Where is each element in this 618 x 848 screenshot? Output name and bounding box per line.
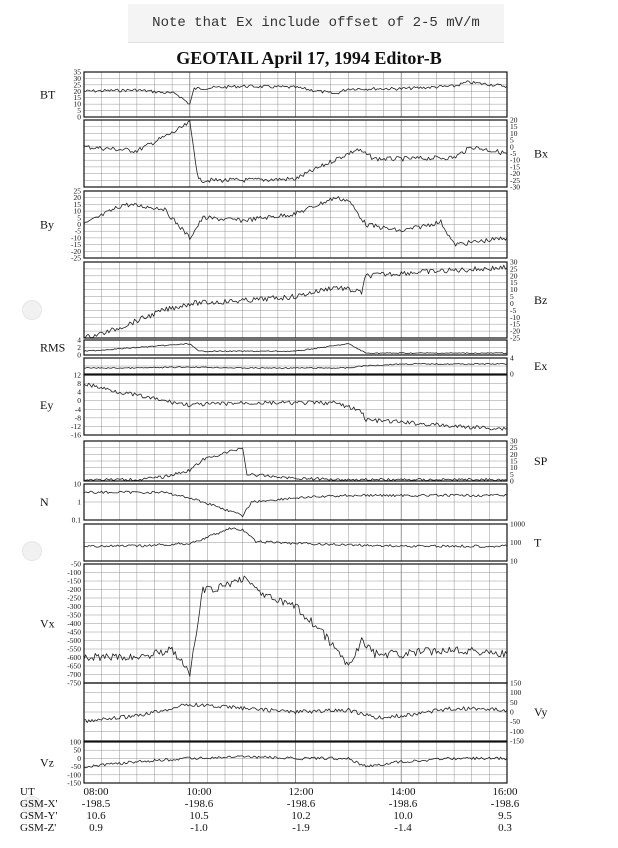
tick-label-vy: -50: [510, 717, 520, 727]
tick-label-by: -20: [71, 246, 81, 256]
tick-label-vx: -700: [67, 670, 81, 679]
tick-label-vz: 100: [69, 737, 81, 747]
tick-label-vz: -150: [67, 778, 81, 788]
tick-label-vx: -250: [67, 593, 81, 603]
tick-label-vz: -50: [71, 762, 81, 772]
tick-label-vx: -300: [67, 602, 81, 611]
panel-label-vx: Vx: [40, 616, 55, 631]
tick-label-ey: -16: [71, 430, 81, 440]
tick-label-bz: -10: [510, 312, 520, 322]
tick-label-bx: -5: [510, 149, 517, 158]
tick-label-bt: 10: [73, 99, 81, 109]
tick-label-n: 10: [73, 479, 81, 489]
footer-value: -1.4: [394, 822, 412, 834]
footer-value: -198.6: [388, 798, 418, 810]
panel-label-bz: Bz: [534, 293, 548, 307]
panel-label-sp: SP: [534, 454, 548, 468]
footer-value: 10.5: [189, 810, 209, 822]
footer-value: 08:00: [83, 786, 109, 798]
tick-label-vx: -600: [67, 653, 81, 662]
orbit-footer: [0, 786, 618, 846]
tick-label-sp: 10: [510, 463, 518, 473]
footer-label-gsm-y: GSM-Y': [20, 810, 58, 822]
footer-label-ut: UT: [20, 786, 35, 798]
tick-label-vz: -100: [67, 770, 81, 780]
tick-label-ey: 4: [77, 387, 81, 397]
tick-label-vx: -750: [67, 678, 81, 688]
tick-label-bx: 20: [510, 115, 518, 125]
panel-label-by: By: [40, 217, 55, 232]
offset-note: Note that Ex include offset of 2-5 mV/m: [128, 4, 504, 43]
footer-value: 0.9: [89, 822, 103, 834]
tick-label-bt: 20: [73, 86, 81, 96]
tick-label-bz: 5: [510, 292, 514, 302]
tick-label-bz: 0: [510, 298, 514, 308]
footer-value: 10.0: [393, 810, 413, 822]
tick-label-vz: 0: [77, 753, 81, 763]
tick-label-ey: -8: [74, 413, 81, 423]
footer-value: 0.3: [498, 822, 512, 834]
footer-label-gsm-x: GSM-X': [20, 798, 58, 810]
tick-label-bt: 35: [73, 67, 81, 77]
tick-label-vx: -50: [71, 559, 81, 569]
tick-label-bx: -15: [510, 162, 520, 172]
tick-label-rms: 2: [77, 343, 81, 352]
footer-value: -198.5: [81, 798, 111, 810]
tick-label-by: 20: [73, 193, 81, 203]
tick-label-bz: -25: [510, 333, 520, 343]
tick-label-ey: 8: [77, 379, 81, 389]
footer-row-gsm-y: [0, 810, 618, 822]
footer-row-ut: [0, 786, 618, 798]
tick-label-by: -15: [71, 240, 81, 250]
tick-label-bz: 25: [510, 264, 518, 274]
tick-label-vy: 150: [510, 678, 522, 688]
tick-label-sp: 30: [510, 436, 518, 446]
panel-label-ex: Ex: [534, 359, 548, 373]
panel-label-vz: Vz: [40, 755, 54, 770]
footer-value: 16:00: [492, 786, 518, 798]
tick-label-bt: 30: [73, 73, 81, 83]
tick-label-bx: 5: [510, 135, 514, 145]
tick-label-by: -25: [71, 253, 81, 263]
tick-label-vx: -400: [67, 619, 81, 628]
tick-label-ex: 4: [510, 353, 514, 363]
tick-label-by: -10: [71, 233, 81, 243]
footer-value: 14:00: [390, 786, 416, 798]
tick-label-ey: 12: [73, 370, 81, 380]
tick-label-vx: -500: [67, 636, 81, 645]
tick-label-vy: 50: [510, 697, 518, 707]
tick-label-by: 25: [73, 186, 81, 196]
footer-value: 12:00: [288, 786, 314, 798]
tick-label-bx: -20: [510, 169, 520, 179]
tick-label-bt: 5: [77, 106, 81, 116]
binder-hole-middle: [22, 541, 42, 561]
footer-value: -198.6: [286, 798, 316, 810]
tick-label-vy: -100: [510, 726, 524, 736]
tick-label-t: 100: [510, 538, 522, 547]
panel-label-bx: Bx: [534, 146, 549, 161]
tick-label-ey: -4: [74, 404, 81, 414]
tick-label-bx: -25: [510, 175, 520, 185]
tick-label-sp: 15: [510, 456, 518, 466]
tick-label-bz: 20: [510, 271, 518, 281]
tick-label-ex: 0: [510, 369, 514, 379]
tick-label-by: 5: [77, 213, 81, 223]
tick-label-bt: 0: [77, 112, 81, 122]
tick-label-vx: -150: [67, 576, 81, 586]
tick-label-bt: 15: [73, 93, 81, 103]
tick-label-t: 10: [510, 556, 518, 566]
tick-label-rms: 0: [77, 350, 81, 360]
tick-label-bz: 10: [510, 285, 518, 295]
tick-label-bx: 10: [510, 128, 518, 138]
tick-label-ey: -12: [71, 421, 81, 431]
tick-label-vx: -350: [67, 610, 81, 620]
footer-value: 10:00: [186, 786, 212, 798]
footer-value: -198.6: [490, 798, 520, 810]
tick-label-vx: -100: [67, 568, 81, 577]
tick-label-bz: -15: [510, 319, 520, 329]
tick-label-sp: 20: [510, 449, 518, 459]
footer-value: -1.9: [292, 822, 310, 834]
footer-value: -1.0: [190, 822, 208, 834]
tick-label-bz: -5: [510, 305, 517, 315]
tick-label-by: 15: [73, 199, 81, 209]
tick-label-sp: 25: [510, 443, 518, 453]
panel-label-rms: RMS: [40, 340, 66, 355]
tick-label-sp: 5: [510, 469, 514, 479]
panel-label-n: N: [40, 495, 49, 509]
tick-label-vz: 50: [73, 745, 81, 755]
footer-value: 9.5: [498, 810, 512, 822]
tick-label-ey: 0: [77, 396, 81, 406]
binder-hole-top: [22, 300, 42, 320]
chart-title: GEOTAIL April 17, 1994 Editor-B: [176, 48, 442, 68]
tick-label-bt: 25: [73, 80, 81, 90]
tick-label-by: 0: [77, 220, 81, 229]
footer-value: 10.6: [86, 810, 106, 822]
tick-label-sp: 0: [510, 476, 514, 486]
tick-label-vy: -150: [510, 736, 524, 746]
footer-row-gsm-x: [0, 798, 618, 810]
panel-label-ey: Ey: [40, 398, 54, 412]
tick-label-bz: -20: [510, 326, 520, 336]
tick-label-vx: -450: [67, 627, 81, 637]
tick-label-vx: -650: [67, 661, 81, 671]
tick-label-vy: 0: [510, 707, 514, 717]
footer-label-gsm-z: GSM-Z': [20, 822, 57, 834]
panel-label-vy: Vy: [534, 705, 548, 719]
tick-label-by: 10: [73, 206, 81, 216]
footer-value: -198.6: [184, 798, 214, 810]
tick-label-vx: -550: [67, 644, 81, 654]
footer-value: 10.2: [291, 810, 311, 822]
tick-label-n: 0.1: [71, 515, 81, 525]
tick-label-by: -5: [74, 226, 81, 236]
panel-label-bt: BT: [40, 87, 56, 102]
tick-label-vy: 100: [510, 688, 522, 698]
tick-label-bx: -30: [510, 182, 520, 192]
tick-label-t: 1000: [510, 519, 525, 529]
tick-label-vx: -200: [67, 585, 81, 594]
tick-label-n: 1: [77, 497, 81, 507]
tick-label-bz: 30: [510, 257, 518, 267]
panel-label-t: T: [534, 535, 542, 550]
footer-row-gsm-z: [0, 822, 618, 834]
tick-label-bx: -10: [510, 155, 520, 165]
tick-label-bz: 15: [510, 278, 518, 288]
tick-label-bx: 0: [510, 142, 514, 152]
tick-label-rms: 4: [77, 335, 81, 345]
tick-label-bx: 15: [510, 122, 518, 132]
